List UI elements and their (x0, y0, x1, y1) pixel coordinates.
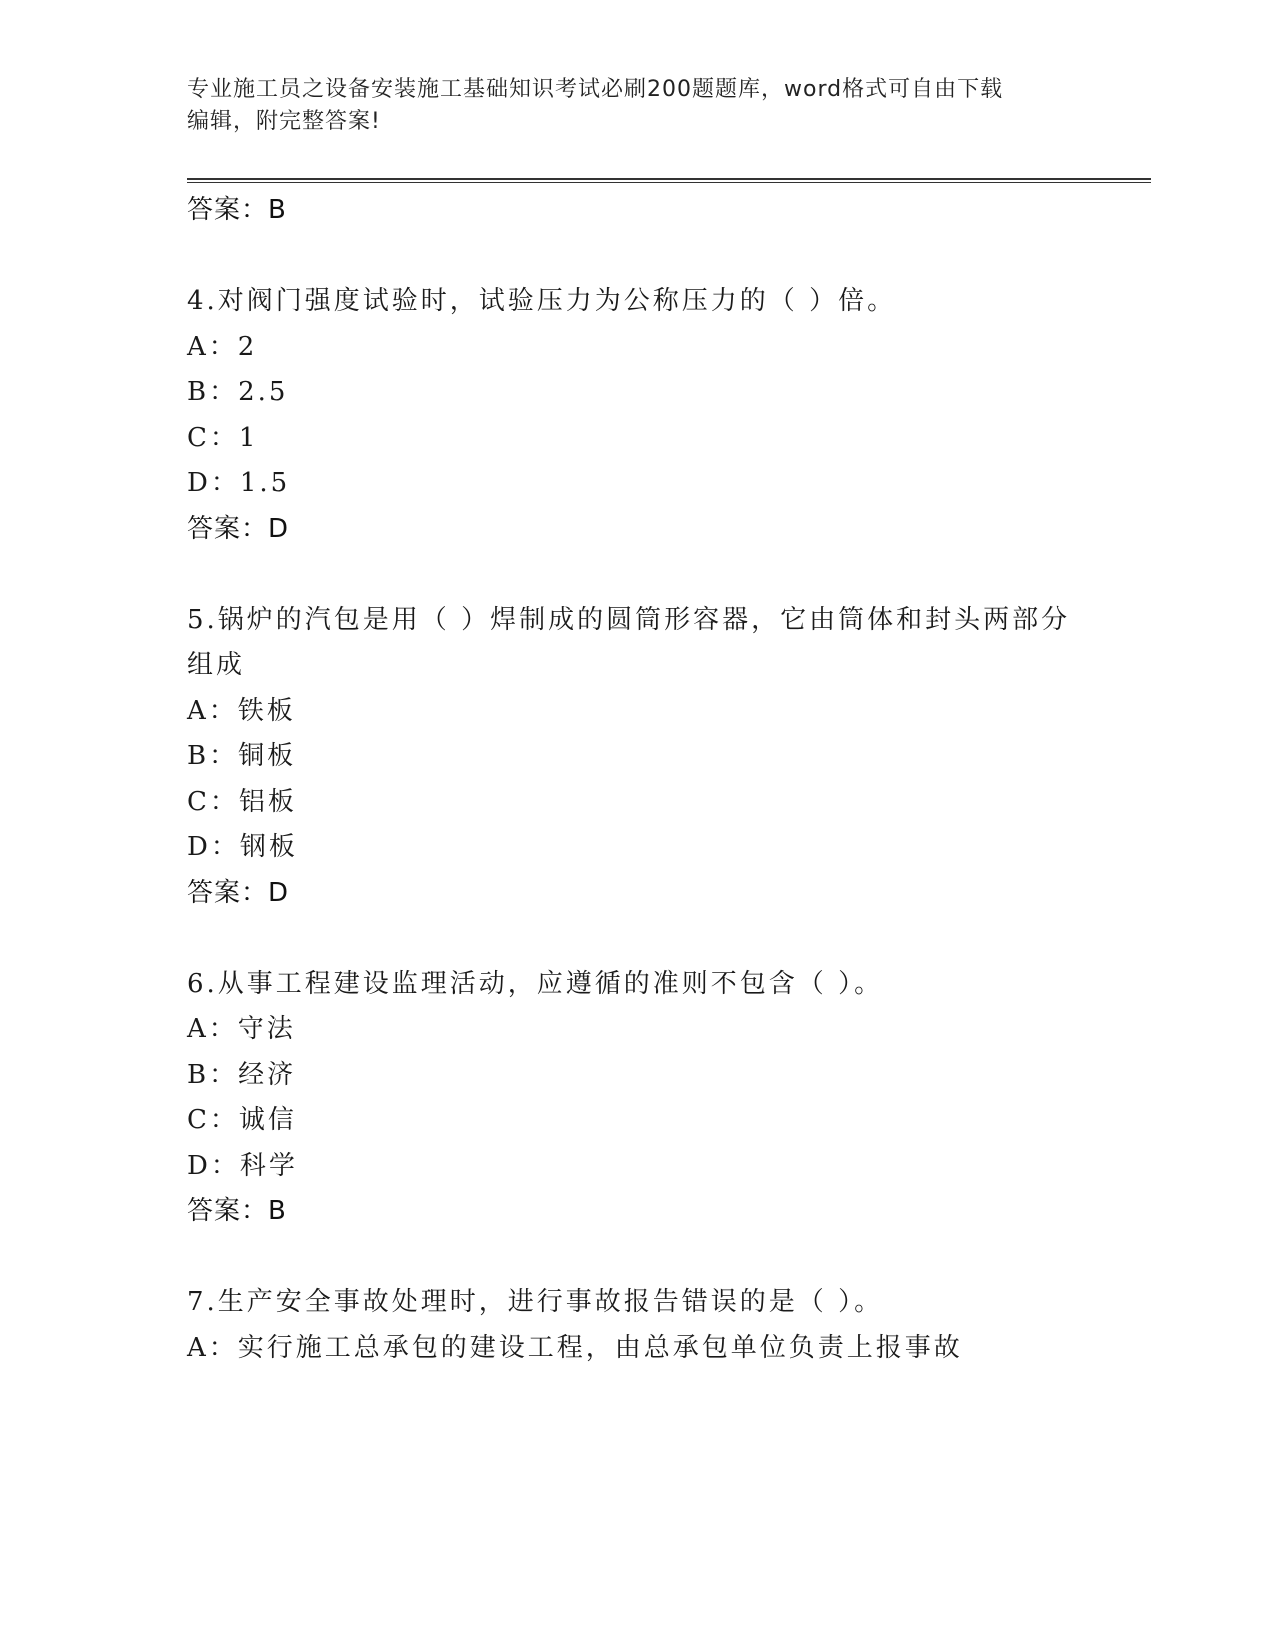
option-b: B：2.5 (187, 377, 289, 407)
answer-line: 答案：D (187, 513, 290, 544)
option-c: C：诚信 (187, 1105, 297, 1135)
option-a: A：2 (187, 331, 258, 362)
answer-line: 答案：B (187, 195, 287, 225)
option-a: A：铁板 (187, 695, 296, 726)
question-stem: 6.从事工程建设监理活动，应遵循的准则不包含（ ）。 (187, 968, 884, 999)
option-b: B：铜板 (187, 741, 297, 771)
question-stem: 4.对阀门强度试验时，试验压力为公称压力的（ ）倍。 (187, 286, 897, 316)
option-c: C：铝板 (187, 786, 297, 817)
header-title-line-2: 编辑，附完整答案! (187, 109, 381, 134)
question-block (187, 1280, 1087, 1371)
header-divider-thin (187, 182, 1151, 183)
spacer (187, 916, 1087, 962)
option-d: D：钢板 (187, 832, 298, 862)
answer-line: 答案：D (187, 877, 290, 908)
document-header (187, 74, 1067, 138)
option-b: B：经济 (187, 1059, 297, 1090)
question-block (187, 279, 1087, 552)
answer-line: 答案：B (187, 1196, 287, 1226)
option-a: A：守法 (187, 1014, 296, 1044)
spacer (187, 234, 1087, 280)
option-c: C：1 (187, 422, 259, 453)
question-list (187, 188, 1087, 1371)
question-block (187, 962, 1087, 1235)
header-title-line-1: 专业施工员之设备安装施工基础知识考试必刷200题题库，word格式可自由下载 (187, 77, 1004, 102)
question-block (187, 598, 1087, 917)
header-divider-thick (187, 178, 1151, 180)
question-stem: 7.生产安全事故处理时，进行事故报告错误的是（ ）。 (187, 1287, 884, 1317)
question-stem: 5.锅炉的汽包是用（ ）焊制成的圆筒形容器，它由筒体和封头两部分 (187, 604, 1071, 635)
question-stem-continued: 组成 (187, 650, 246, 680)
option-a: A：实行施工总承包的建设工程，由总承包单位负责上报事故 (187, 1332, 963, 1363)
spacer (187, 1235, 1087, 1281)
spacer (187, 552, 1087, 598)
option-d: D：1.5 (187, 468, 291, 498)
option-d: D：科学 (187, 1150, 298, 1181)
